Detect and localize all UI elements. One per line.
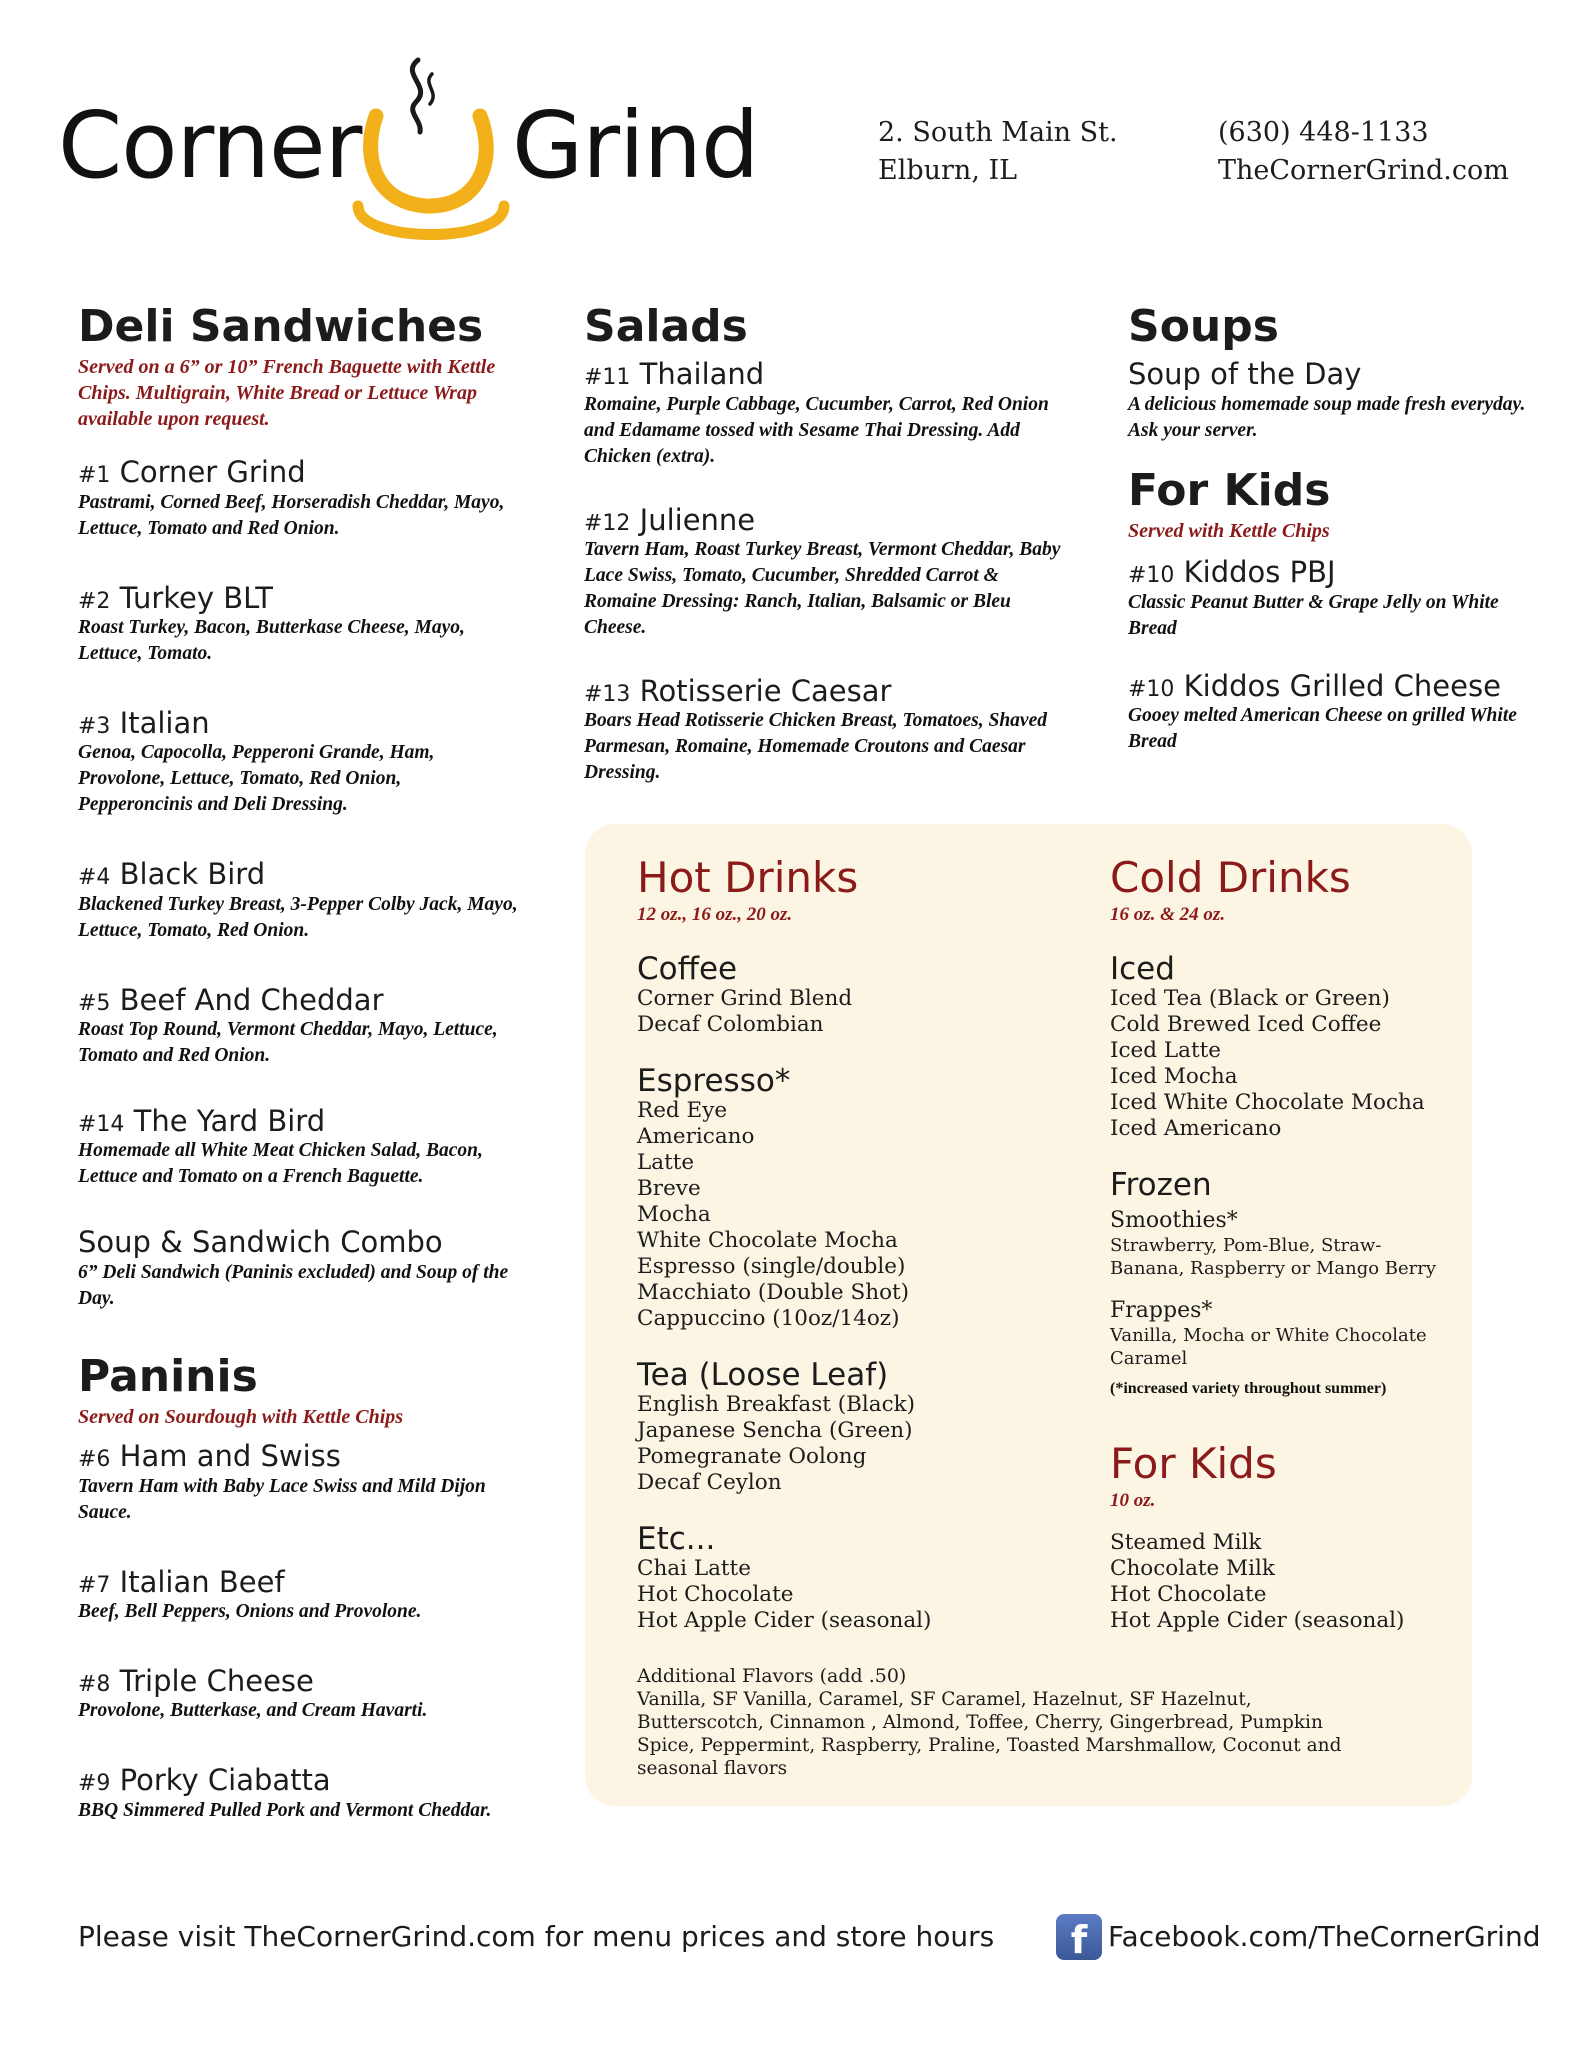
kids-food-section bbox=[1128, 465, 1528, 755]
list-item: Hot Apple Cider (seasonal) bbox=[1110, 1608, 1405, 1634]
item-name: The Yard Bird bbox=[133, 1103, 326, 1138]
brand-left: Corner bbox=[58, 92, 362, 199]
phone-number: (630) 448-1133 bbox=[1218, 117, 1429, 148]
item-number: #2 bbox=[78, 588, 111, 614]
item-number: #8 bbox=[78, 1671, 111, 1697]
list-item: Decaf Ceylon bbox=[637, 1470, 782, 1496]
deli-title: Deli Sandwiches bbox=[78, 301, 484, 352]
item-number: #10 bbox=[1128, 676, 1175, 702]
coffee-heading: Coffee bbox=[637, 951, 738, 988]
list-item: Corner Grind Blend bbox=[637, 986, 853, 1012]
list-item: Americano bbox=[637, 1124, 755, 1150]
item-description: Boars Head Rotisserie Chicken Breast, Tomatoes, Shaved Parmesan, Romaine, Homemade Croutons and Caesar Dressing. bbox=[584, 710, 1047, 784]
list-item: Japanese Sencha (Green) bbox=[637, 1418, 913, 1444]
item-description: 6” Deli Sandwich (Paninis excluded) and Soup of the Day. bbox=[78, 1261, 509, 1309]
hot-drinks-sizes: 12 oz., 16 oz., 20 oz. bbox=[637, 904, 793, 926]
list-item: Macchiato (Double Shot) bbox=[637, 1280, 910, 1306]
item-number: #13 bbox=[584, 681, 631, 707]
item-number: #4 bbox=[78, 865, 111, 891]
item-title bbox=[78, 1665, 518, 1698]
tea-heading: Tea (Loose Leaf) bbox=[637, 1357, 889, 1394]
item-description: A delicious homemade soup made fresh everyday. Ask your server. bbox=[1128, 393, 1526, 441]
item-description: Tavern Ham, Roast Turkey Breast, Vermont Cheddar, Baby Lace Swiss, Tomato, Cucumber, Shredded Carrot & Romaine Dressing: Ranch, Italian, Balsamic or Bleu Cheese. bbox=[584, 538, 1061, 638]
paninis-title: Paninis bbox=[78, 1351, 258, 1402]
hot-drinks-column bbox=[637, 853, 1057, 1634]
item-name: Italian bbox=[119, 705, 210, 740]
list-item: Cappuccino (10oz/14oz) bbox=[637, 1306, 900, 1332]
menu-item bbox=[78, 456, 518, 541]
item-title bbox=[78, 707, 518, 740]
menu-item bbox=[78, 1440, 518, 1525]
list-item: Mocha bbox=[637, 1202, 711, 1228]
item-name: Julienne bbox=[639, 502, 756, 537]
list-item: Decaf Colombian bbox=[637, 1012, 824, 1038]
item-description: Beef, Bell Peppers, Onions and Provolone. bbox=[78, 1600, 422, 1622]
item-number: #14 bbox=[78, 1111, 125, 1137]
salads-section bbox=[584, 301, 1064, 786]
coffee-cup-logo-icon bbox=[352, 56, 512, 252]
menu-item bbox=[78, 1226, 518, 1311]
paninis-section bbox=[78, 1351, 518, 1824]
item-title bbox=[78, 456, 518, 489]
item-name: Beef And Cheddar bbox=[119, 982, 384, 1017]
etc-list bbox=[637, 1556, 1057, 1634]
kids-food-note: Served with Kettle Chips bbox=[1128, 520, 1330, 543]
additional-flavors bbox=[637, 1664, 1357, 1780]
kids-food-title: For Kids bbox=[1128, 465, 1331, 516]
item-description: Blackened Turkey Breast, 3-Pepper Colby Jack, Mayo, Lettuce, Tomato, Red Onion. bbox=[78, 893, 518, 941]
item-description: Romaine, Purple Cabbage, Cucumber, Carrot, Red Onion and Edamame tossed with Sesame Thai Dressing. Add Chicken (extra). bbox=[584, 393, 1049, 467]
menu-item bbox=[78, 1105, 518, 1190]
list-item: Red Eye bbox=[637, 1098, 728, 1124]
espresso-list bbox=[637, 1098, 1057, 1332]
item-description: Gooey melted American Cheese on grilled White Bread bbox=[1128, 704, 1517, 752]
list-item: Hot Apple Cider (seasonal) bbox=[637, 1608, 932, 1634]
menu-item bbox=[1128, 670, 1528, 755]
brand-right: Grind bbox=[512, 92, 759, 199]
list-item: Hot Chocolate bbox=[637, 1582, 794, 1608]
item-title bbox=[78, 1226, 518, 1259]
item-name: Triple Cheese bbox=[119, 1663, 314, 1698]
flavors-list: Vanilla, SF Vanilla, Caramel, SF Caramel, Hazelnut, SF Hazelnut, Butterscotch, Cinnamon , Almond, Toffee, Cherry, Gingerbread, Pumpkin Spice, Peppermint, Raspberry, Praline, Toasted Marshmallow, Coconut and seasonal flavors bbox=[637, 1689, 1342, 1779]
item-number: #1 bbox=[78, 463, 111, 489]
item-title bbox=[78, 582, 518, 615]
store-contact bbox=[1218, 114, 1509, 190]
list-item: Iced Tea (Black or Green) bbox=[1110, 986, 1390, 1012]
list-item: Iced White Chocolate Mocha bbox=[1110, 1090, 1425, 1116]
cold-drinks-column bbox=[1110, 853, 1450, 1634]
item-name: Black Bird bbox=[119, 857, 266, 892]
store-address bbox=[878, 114, 1118, 190]
menu-item bbox=[584, 675, 1064, 786]
list-item: Steamed Milk bbox=[1110, 1530, 1262, 1556]
item-number: #9 bbox=[78, 1771, 111, 1797]
item-description: Roast Top Round, Vermont Cheddar, Mayo, Lettuce, Tomato and Red Onion. bbox=[78, 1018, 498, 1066]
item-number: #10 bbox=[1128, 563, 1175, 589]
item-title bbox=[78, 1566, 518, 1599]
paninis-note: Served on Sourdough with Kettle Chips bbox=[78, 1406, 404, 1429]
item-title bbox=[1128, 670, 1528, 703]
item-description: Homemade all White Meat Chicken Salad, Bacon, Lettuce and Tomato on a French Baguette. bbox=[78, 1140, 483, 1188]
menu-item bbox=[78, 1665, 518, 1724]
item-description: Tavern Ham with Baby Lace Swiss and Mild Dijon Sauce. bbox=[78, 1475, 486, 1523]
item-name: Rotisserie Caesar bbox=[639, 673, 892, 708]
item-number: #11 bbox=[584, 365, 631, 391]
footer-visit-text: Please visit TheCornerGrind.com for menu prices and store hours bbox=[78, 1920, 995, 1953]
frappes-label: Frappes* bbox=[1110, 1298, 1213, 1324]
item-description: Provolone, Butterkase, and Cream Havarti. bbox=[78, 1700, 428, 1722]
item-name: Ham and Swiss bbox=[119, 1439, 341, 1474]
menu-item bbox=[584, 504, 1064, 641]
list-item: Iced Latte bbox=[1110, 1038, 1221, 1064]
item-title bbox=[584, 358, 1064, 391]
item-title bbox=[1128, 556, 1528, 589]
soups-section bbox=[1128, 301, 1528, 444]
etc-heading: Etc... bbox=[637, 1521, 716, 1558]
item-name: Kiddos PBJ bbox=[1183, 555, 1336, 590]
frozen-footnote: (*increased variety throughout summer) bbox=[1110, 1380, 1387, 1398]
list-item: Iced Mocha bbox=[1110, 1064, 1238, 1090]
cold-drinks-title: Cold Drinks bbox=[1110, 853, 1351, 902]
item-title bbox=[78, 984, 518, 1017]
menu-item bbox=[78, 707, 518, 818]
item-title bbox=[78, 1440, 518, 1473]
hot-drinks-title: Hot Drinks bbox=[637, 853, 859, 902]
list-item: Chai Latte bbox=[637, 1556, 751, 1582]
frappes-description: Vanilla, Mocha or White Chocolate Caramel bbox=[1110, 1325, 1427, 1370]
kids-drinks-title: For Kids bbox=[1110, 1439, 1277, 1489]
item-description: Genoa, Capocolla, Pepperoni Grande, Ham, Provolone, Lettuce, Tomato, Red Onion, Pepperoncinis and Deli Dressing. bbox=[78, 742, 435, 816]
smoothies-label: Smoothies* bbox=[1110, 1208, 1238, 1234]
smoothies-description: Strawberry, Pom-Blue, Straw-Banana, Raspberry or Mango Berry bbox=[1110, 1235, 1437, 1280]
menu-item bbox=[584, 358, 1064, 469]
item-description: BBQ Simmered Pulled Pork and Vermont Cheddar. bbox=[78, 1799, 492, 1821]
list-item: Chocolate Milk bbox=[1110, 1556, 1275, 1582]
item-description: Classic Peanut Butter & Grape Jelly on White Bread bbox=[1128, 591, 1499, 639]
coffee-list bbox=[637, 986, 1057, 1038]
item-title bbox=[78, 858, 518, 891]
cold-drinks-sizes: 16 oz. & 24 oz. bbox=[1110, 904, 1226, 926]
deli-section bbox=[78, 301, 518, 1312]
kids-drinks-list bbox=[1110, 1530, 1450, 1634]
item-description: Pastrami, Corned Beef, Horseradish Cheddar, Mayo, Lettuce, Tomato and Red Onion. bbox=[78, 491, 505, 539]
menu-item bbox=[78, 984, 518, 1069]
soups-title: Soups bbox=[1128, 301, 1279, 352]
list-item: White Chocolate Mocha bbox=[637, 1228, 898, 1254]
list-item: Espresso (single/double) bbox=[637, 1254, 906, 1280]
menu-item bbox=[1128, 556, 1528, 641]
iced-heading: Iced bbox=[1110, 951, 1175, 988]
website-link[interactable]: TheCornerGrind.com bbox=[1218, 155, 1509, 186]
list-item: Breve bbox=[637, 1176, 701, 1202]
item-name: Soup of the Day bbox=[1128, 357, 1362, 392]
item-number: #6 bbox=[78, 1447, 111, 1473]
drinks-panel bbox=[585, 824, 1472, 1806]
menu-item bbox=[78, 858, 518, 943]
list-item: Iced Americano bbox=[1110, 1116, 1282, 1142]
menu-item bbox=[78, 1566, 518, 1625]
item-name: Soup & Sandwich Combo bbox=[78, 1225, 443, 1260]
kids-drinks-sizes: 10 oz. bbox=[1110, 1490, 1156, 1512]
item-name: Turkey BLT bbox=[119, 580, 274, 615]
item-number: #5 bbox=[78, 990, 111, 1016]
item-title bbox=[78, 1764, 518, 1797]
frozen-heading: Frozen bbox=[1110, 1167, 1212, 1204]
item-title bbox=[584, 675, 1064, 708]
item-name: Porky Ciabatta bbox=[119, 1763, 331, 1798]
item-name: Thailand bbox=[639, 357, 765, 392]
item-number: #12 bbox=[584, 510, 631, 536]
list-item: Cold Brewed Iced Coffee bbox=[1110, 1012, 1382, 1038]
item-number: #7 bbox=[78, 1572, 111, 1598]
salads-title: Salads bbox=[584, 301, 748, 352]
flavors-heading: Additional Flavors (add .50) bbox=[637, 1665, 907, 1687]
item-name: Italian Beef bbox=[119, 1564, 285, 1599]
item-name: Kiddos Grilled Cheese bbox=[1183, 668, 1501, 703]
menu-item bbox=[78, 582, 518, 667]
facebook-icon[interactable]: f bbox=[1056, 1914, 1102, 1960]
list-item: English Breakfast (Black) bbox=[637, 1392, 916, 1418]
item-title bbox=[584, 504, 1064, 537]
menu-item bbox=[78, 1764, 518, 1823]
iced-list bbox=[1110, 986, 1450, 1142]
list-item: Hot Chocolate bbox=[1110, 1582, 1267, 1608]
list-item: Pomegranate Oolong bbox=[637, 1444, 867, 1470]
item-name: Corner Grind bbox=[119, 455, 306, 490]
menu-item bbox=[1128, 358, 1528, 443]
espresso-heading: Espresso* bbox=[637, 1063, 791, 1100]
facebook-link[interactable]: Facebook.com/TheCornerGrind bbox=[1108, 1920, 1541, 1953]
deli-note: Served on a 6” or 10” French Baguette with Kettle Chips. Multigrain, White Bread or Lettuce Wrap available upon request. bbox=[78, 356, 496, 431]
list-item: Latte bbox=[637, 1150, 695, 1176]
address-line-1: 2. South Main St. bbox=[878, 117, 1118, 148]
item-number: #3 bbox=[78, 713, 111, 739]
tea-list bbox=[637, 1392, 1057, 1496]
address-line-2: Elburn, IL bbox=[878, 155, 1018, 186]
item-description: Roast Turkey, Bacon, Butterkase Cheese, Mayo, Lettuce, Tomato. bbox=[78, 616, 465, 664]
item-title bbox=[78, 1105, 518, 1138]
